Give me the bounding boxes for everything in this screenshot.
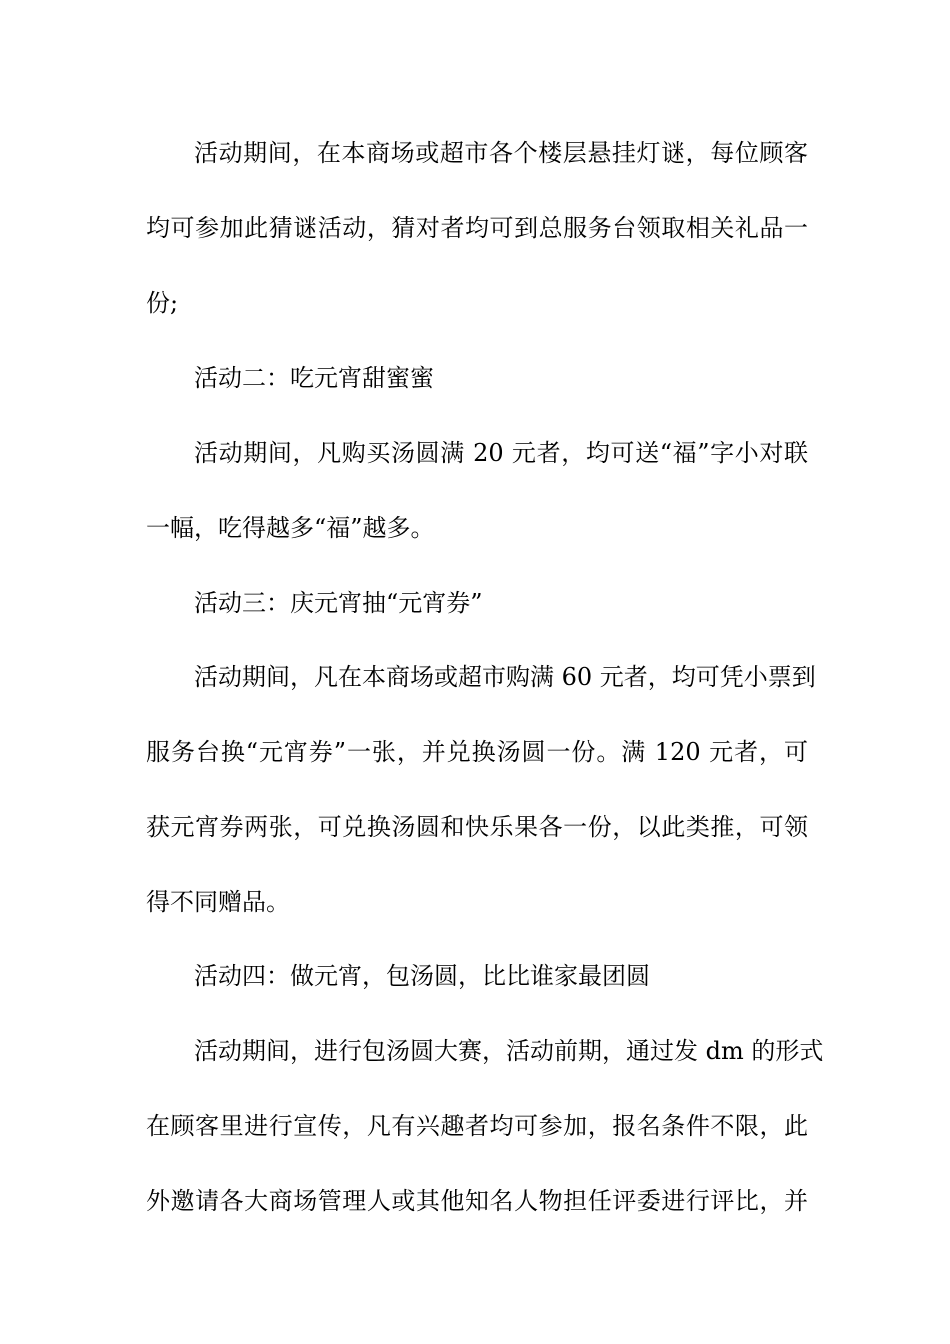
text-line: 获元宵券两张，可兑换汤圆和快乐果各一份，以此类推，可领: [146, 813, 808, 841]
text-line: 在顾客里进行宣传，凡有兴趣者均可参加，报名条件不限，此: [146, 1112, 808, 1140]
section-heading: 活动二：吃元宵甜蜜蜜: [194, 364, 434, 392]
text-line: 均可参加此猜谜活动，猜对者均可到总服务台领取相关礼品一: [146, 214, 808, 242]
text-line: 一幅，吃得越多“福”越多。: [146, 514, 435, 542]
text-line: 得不同赠品。: [146, 888, 290, 916]
text-line: 活动期间，在本商场或超市各个楼层悬挂灯谜，每位顾客: [194, 139, 808, 167]
text-line: 活动期间，凡在本商场或超市购满 60 元者，均可凭小票到: [194, 663, 816, 691]
text-line: 服务台换“元宵券”一张，并兑换汤圆一份。满 120 元者，可: [146, 738, 808, 766]
section-heading: 活动三：庆元宵抽“元宵券”: [194, 589, 483, 617]
text-line: 活动期间，进行包汤圆大赛，活动前期，通过发 dm 的形式: [194, 1037, 824, 1065]
text-line: 份;: [146, 289, 179, 317]
text-line: 外邀请各大商场管理人或其他知名人物担任评委进行评比，并: [146, 1187, 808, 1215]
section-heading: 活动四：做元宵，包汤圆，比比谁家最团圆: [194, 962, 650, 990]
text-line: 活动期间，凡购买汤圆满 20 元者，均可送“福”字小对联: [194, 439, 808, 467]
